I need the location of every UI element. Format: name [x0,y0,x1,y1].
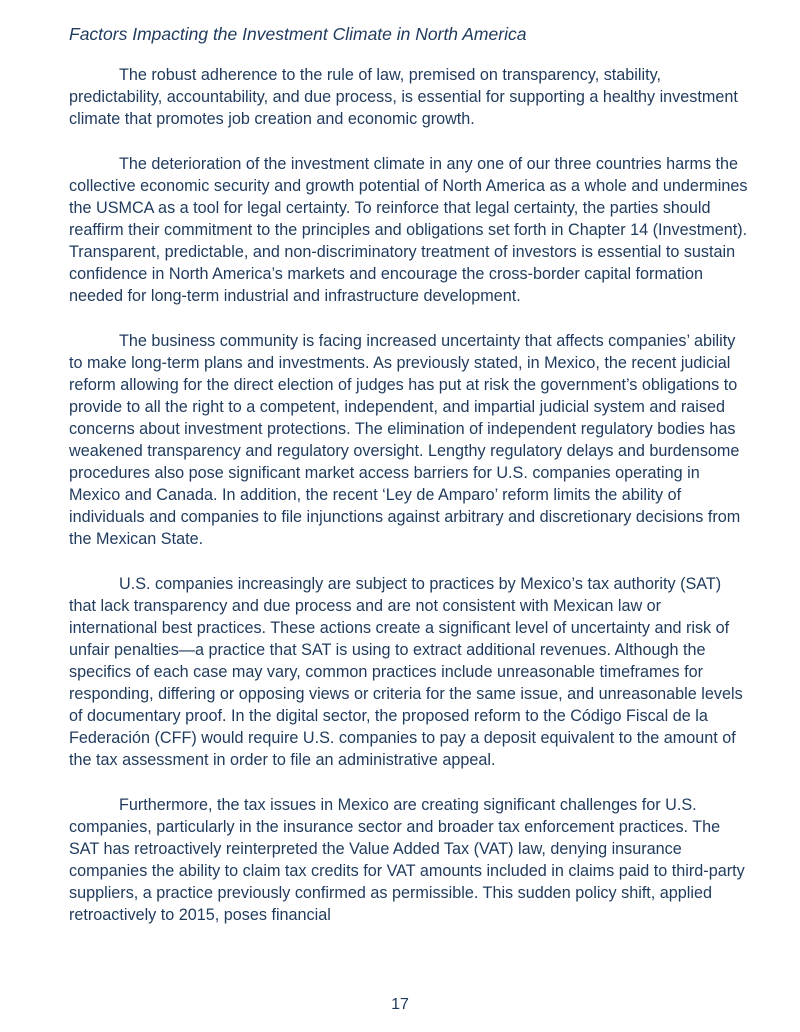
paragraph-sat-practices: U.S. companies increasingly are subject to practices by Mexico’s tax authority (SAT) that lack transparency and due process and are not consistent with Mexican law or international best practices. These actions create a significant level of uncertainty and risk of unfair penalties—a practice that SAT is using to extract additional revenues. Although the specifics of each case may vary, common practices include unreasonable timeframes for responding, differing or opposing views or criteria for the same issue, and unreasonable levels of documentary proof. In the digital sector, the proposed reform to the Código Fiscal de la Federación (CFF) would require U.S. companies to pay a deposit equivalent to the amount of the tax assessment in order to file an administrative appeal. [69,575,743,769]
page-number: 17 [391,996,409,1013]
paragraph-business-uncertainty: The business community is facing increased uncertainty that affects companies’ ability to make long-term plans and investments. As previously stated, in Mexico, the recent judicial reform allowing for the direct election of judges has put at risk the government’s obligations to provide to all the right to a competent, independent, and impartial judicial system and raised concerns about investment protections. The elimination of independent regulatory bodies has weakened transparency and regulatory oversight. Lengthy regulatory delays and burdensome procedures also pose significant market access barriers for U.S. companies operating in Mexico and Canada. In addition, the recent ‘Ley de Amparo’ reform limits the ability of individuals and companies to file injunctions against arbitrary and discretionary decisions from the Mexican State. [69,332,741,548]
paragraph-tax-issues: Furthermore, the tax issues in Mexico are creating significant challenges for U.S. companies, particularly in the insurance sector and broader tax enforcement practices. The SAT has retroactively reinterpreted the Value Added Tax (VAT) law, denying insurance companies the ability to claim tax credits for VAT amounts included in claims paid to third-party suppliers, a practice previously confirmed as permissible. This sudden policy shift, applied retroactively to 2015, poses financial [69,796,745,924]
section-heading: Factors Impacting the Investment Climate in North America [69,24,527,44]
paragraph-investment-climate: The deterioration of the investment climate in any one of our three countries harms the collective economic security and growth potential of North America as a whole and undermines the USMCA as a tool for legal certainty. To reinforce that legal certainty, the parties should reaffirm their commitment to the principles and obligations set forth in Chapter 14 (Investment). Transparent, predictable, and non-discriminatory treatment of investors is essential to sustain confidence in North America’s markets and encourage the cross-border capital formation needed for long-term industrial and infrastructure development. [69,155,748,305]
document-page [69,22,751,949]
paragraph-rule-of-law: The robust adherence to the rule of law, premised on transparency, stability, predictability, accountability, and due process, is essential for supporting a healthy investment climate that promotes job creation and economic growth. [69,66,738,128]
